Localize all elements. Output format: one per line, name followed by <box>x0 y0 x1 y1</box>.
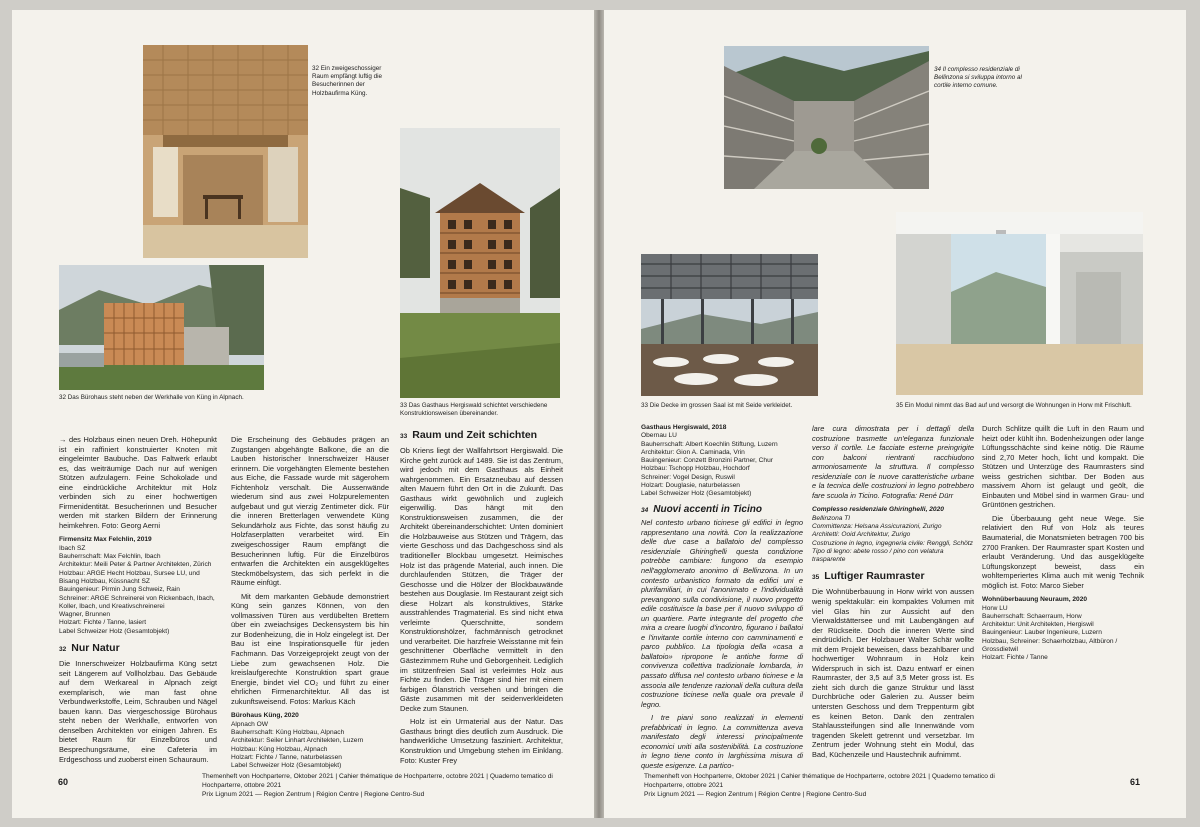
section-heading-33: 33 Raum und Zeit schichten <box>400 429 538 441</box>
facts-line: Schreiner: Vogel Design, Ruswil <box>641 473 735 481</box>
facts-line: Schreiner: ARGE Schreinerei von Rickenbach, Ibach, Koller, Ibach, und Kreativschreinerei <box>59 594 215 610</box>
body-paragraph: Die Erscheinung des Gebäudes prägen an Zugstangen abgehängte Balkone, die an die Lauben historischer Innerschweizer Häuser erinnern. Die vorgehängten Elemente bestehen aus Eiche, die Fassade wurde mit sägerohem Fichtenholz verschalt. Die Aussenwände wiederum sind aus zwei Holzpurelementen aufgebaut und gut vierzig Zentimeter dick. Für die inneren Bretterlagen verwendete Küng Sekundärholz aus Fichte, das sonst häufig zu Holzfaserplatten verarbeitet wird. Ein zweigeschossiger Raum empfängt die Besucherinnen luftig. Für die Einzelbüros entwarfen die Architekten ein ausgeklügeltes Steckmöbelsystem, das sich perfekt in die Räume einfügt. <box>231 435 389 588</box>
project-facts-kueng <box>231 712 389 770</box>
project-facts-hergiswald <box>641 424 803 499</box>
facts-line: Alpnach OW <box>231 720 269 728</box>
facts-line: Holzbau: Tschopp Holzbau, Hochdorf <box>641 465 750 473</box>
facts-line: Holzart: Fichte / Tanne, naturbelassen <box>231 753 342 761</box>
body-paragraph: Durch Schlitze quillt die Luft in den Raum und heizt oder kühlt ihn. Bodenheizungen oder lange Lüftungsschächte sind keine nötig. Die Räume sind 2,70 Meter hoch, licht und kompakt. Die Stützen und Unterzüge des Raumrasters sind weiss gestrichen sichtbar. Der Boden aus massivem Ahorn ist gelaugt und geölt, die Einbauten und Möbel sind in warmen Grau- und Grüntönen gestrichen. <box>982 424 1144 510</box>
caption-32-exterior: 32 Das Bürohaus steht neben der Werkhalle von Küng in Alpnach. <box>59 394 244 401</box>
section-heading-32: 32 Nur Natur <box>59 642 120 655</box>
facts-line: Holzart: Douglasie, naturbelassen <box>641 482 740 490</box>
facts-line: Holzbau, Schreiner: Schaerholzbau, Altbüron / Grossdietwil <box>982 637 1118 654</box>
photo-gasthaus-saal <box>641 254 818 396</box>
facts-line: Wagner, Brunnen <box>59 611 111 619</box>
right-column-1 <box>641 424 803 774</box>
left-column-1 <box>59 435 217 768</box>
facts-line: Bauherrschaft: Albert Koechlin Stiftung, Luzern <box>641 440 778 448</box>
right-column-3 <box>982 424 1144 669</box>
facts-line: Horw LU <box>982 604 1008 612</box>
facts-title: Firmensitz Max Felchlin, 2019 <box>59 536 152 544</box>
photo-gasthaus-hergiswald <box>400 128 560 398</box>
body-paragraph: Die Wohnüberbauung in Horw wirkt von aussen wenig spektakulär: ein kompaktes Volumen mit viel Glas hin zur Aussicht auf den Vierwaldstättersee und mit Laubengängen auf der Rückseite. Doch die inneren Werte sind eindrücklich. Der Holzbauer Walter Schär wollte mit dem Projekt beweisen, dass bezahlbarer und hochwertiger Wohnraum in Holz kein Widerspruch in sich ist. Dazu entwarf er einen Raumraster, der 3,5 auf 3,5 Meter gross ist. Es zieht sich durch die ganze Struktur und lässt Durchbrüche oder Galerien zu. Ausser beim untersten Geschoss und dem Treppenturm gibt es keinen Beton. Dank den zentralen Stahlaussteifungen sind alle Innenwände vom tragenden Skelett getrennt und versetzbar. Im Zentrum jeder Wohnung steht ein Modul, das Bad, Küchenzeile und Haustechnik aufnimmt. <box>812 587 974 759</box>
right-column-2 <box>812 424 974 763</box>
footer-line: Prix Lignum 2021 — Region Zentrum | Région Centre | Regione Centro-Sud <box>202 791 425 798</box>
body-paragraph: Ob Kriens liegt der Wallfahrtsort Hergiswald. Die Kirche geht zurück auf 1489. Sie ist das Zentrum, wird jedoch mit dem Gasthaus als Einheit wahrgenommen. Ein Ersatzneubau auf dessen alten Mauern führt den Ort in die Zukunft. Das Gasthaus wirkt gewöhnlich und zugleich eigenwillig. Das hängt mit den Konstruktionsweisen zusammen, die der Architekt übereinanderschichtet: Unten dominiert die Holzbauweise aus Stützen und Trägern, das vierte Geschoss und das Dachgeschoss sind als traditioneller Blockbau umgesetzt. Heimisches Holz ist das prägende Material, auch innen. Die durchlaufenden Stützen, die Träger der Geschosse und die Hölzer der Blockbauwände bestehen aus Douglasie. Im Restaurant zeigt sich diese Holzart als konstruktives, Stärke ausstrahlendes Tragmaterial. Es sind nicht etwa verleimte Querschnitte, sondern Konstruktionshölzer, fachmännisch getrocknet und verarbeitet. Die harzfreie Weisstanne mit fein geschnittener Oberfläche vermittelt in den Gästezimmern Ruhe und Geborgenheit. Lediglich im stützenfreien Saal ist verleimtes Holz aus Fichte zu finden. Die Träger sind hier mit einem farbigen Ölanstrich versehen und bringen die Gäste zusammen mit der seidenverkleideten Decke zum Staunen. <box>400 446 563 713</box>
left-column-2 <box>231 435 389 776</box>
facts-line: Bellinzona TI <box>812 514 851 522</box>
page-number: 60 <box>58 777 69 787</box>
facts-line: Holzbau: ARGE Hecht Holzbau, Sursee LU, und Bisang Holzbau, Küssnacht SZ <box>59 569 200 585</box>
body-paragraph: lare cura dimostrata per i dettagli della costruzione trasmette un'eleganza funzionale verso il cortile. Le facciate esterne preingrigite con balconi rientranti racchiudono armoniosamente la struttura. Il complesso residenziale con le nuove caratteristiche urbane e la tecnica delle costruzioni in legno potrebbero fare scuola in Ticino. Fotografia: René Dürr <box>812 424 974 500</box>
facts-title: Complesso residenziale Ghiringhelli, 2020 <box>812 506 944 514</box>
right-page <box>604 10 1186 818</box>
spine-gutter <box>594 10 604 818</box>
facts-line: Bauherrschaft: Max Felchlin, Ibach <box>59 553 161 561</box>
footer-line: Themenheft von Hochparterre, Oktober 2021 | Cahier thématique de Hochparterre, octobre 2021 | Quaderno tematico di Hochparterre, ottobre 2021 <box>202 773 553 789</box>
left-column-3 <box>400 429 563 769</box>
facts-line: Committenza: Helsana Assicurazioni, Zurigo <box>812 522 942 530</box>
caption-33-gasthaus: 33 Das Gasthaus Hergiswald schichtet verschiedene Konstruktionsweisen übereinander. <box>400 402 548 418</box>
facts-line: Architetti: Ooid Architektur, Zurigo <box>812 531 911 539</box>
body-paragraph: Die Innerschweizer Holzbaufirma Küng setzt seit Längerem auf Vollholzbau. Das Gebäude auf dem Werkareal in Alpnach zeigt exemplarisch, wie man fast ohne Verbundwerkstoffe, Leim, Schrauben und Nägel bauen kann. Das viergeschossige Bürohaus steht neben der Werkhalle, entworfen von denselben Architekten vor einigen Jahren. Es bietet Raum für Einzelbüros und Besprechungsräume, eine Cafeteria im Erdgeschoss und zuoberst einen Schauraum. <box>59 659 217 764</box>
photo-kueng-office-exterior <box>59 265 264 390</box>
project-facts-ghiringhelli <box>812 506 974 564</box>
facts-line: Costruzione in legno, ingegneria civile: Renggli, Schötz <box>812 539 973 547</box>
facts-line: Holzart: Fichte / Tanne <box>982 654 1048 662</box>
body-paragraph: Holz ist ein Urmaterial aus der Natur. Das Gasthaus bringt dies deutlich zum Ausdruck. Die handwerkliche Umsetzung fasziniert. Architektur, Konstruktion und Umgebung stehen im Einklang. Foto: Kuster Frey <box>400 717 563 765</box>
body-paragraph: Die Überbauung geht neue Wege. Sie relativiert den Ruf von Holz als teures Baumaterial, die Monatsmieten betragen 700 bis 2700 Franken. Der Raumraster spart Kosten und erlaubt Veränderung. Und das ausgeklügelte Lüftungskonzept beweist, dass ein wohltemperiertes Klima auch mit wenig Technik möglich ist. Foto: Marco Sieber <box>982 513 1144 590</box>
project-facts-neuraum <box>982 596 1144 662</box>
facts-line: Label Schweizer Holz (Gesamtobjekt) <box>231 762 342 770</box>
facts-line: Architektur: Meili Peter & Partner Architekten, Zürich <box>59 561 212 569</box>
facts-line: Holzart: Fichte / Tanne, lasiert <box>59 619 147 627</box>
facts-line: Tipo di legno: abete rosso / pino con velatura trasparente <box>812 547 944 564</box>
facts-line: Architektur: Seiler Linhart Architekten, Luzern <box>231 737 364 745</box>
body-paragraph: Nel contesto urbano ticinese gli edifici in legno rappresentano una novità. Con la realizzazione delle due case a ballatoio del complesso residenziale Ghiringhelli questa condizione potrebbe cambiare: fungono da esempio nell'agglomerato anonimo di Bellinzona. In un contesto urbanistico formato da edifici uni e plurifamiliari, in cui l'anonimato e l'individualità prevangono sulla condivisione, il nuovo progetto edile costituisce la base per il nuovo sviluppo di un quartiere. Parte integrante del progetto che mira a creare luoghi d'incontro, figurano i ballatoi e l'invitante cortile interno con camminamenti e parco pubblico. La tipologia della «casa a ballatoio» ripropone le antiche forme di convivenza collettiva tradizionale lombarda, in passato diffusa nel contesto urbano ticinese e la associa alle tendenze razionali della cultura della costruzione ticinese nella quale ora prevale il legno. <box>641 518 803 709</box>
facts-line: Holzbau: Küng Holzbau, Alpnach <box>231 745 328 753</box>
facts-line: Obernau LU <box>641 432 677 440</box>
facts-line: Bauherrschaft: Küng Holzbau, Alpnach <box>231 728 345 736</box>
photo-bellinzona-courtyard <box>724 46 929 189</box>
page-footer <box>644 772 1024 799</box>
page-number: 61 <box>1130 777 1141 787</box>
photo-horw-interior <box>896 212 1143 395</box>
project-facts-felchlin <box>59 536 217 636</box>
facts-line: Label Schweizer Holz (Gesamtobjekt) <box>641 490 752 498</box>
left-page <box>12 10 594 818</box>
section-heading-34: 34 Nuovi accenti in Ticino <box>641 503 762 515</box>
body-paragraph: Mit dem markanten Gebäude demonstriert Küng sein ganzes Können, von den vollmassiven Türen aus verdübelten Brettern über ein zweiachsiges Deckensystem bis hin zur Bodenheizung, die in Holz eingelegt ist. Der Bau ist eine Inspirationsquelle für jeden Fachmann. Das Vorzeigeprojekt zeugt von der Liebe zum gewachsenen Holz. Die kreislaufgerechte Konstruktion spart graue Energie, bindet viel CO₂ und führt zu einer ehrlichen Firmenarchitektur. All das ist zukunftsweisend. Fotos: Markus Käch <box>231 591 389 706</box>
caption-35-horw: 35 Ein Modul nimmt das Bad auf und versorgt die Wohnungen in Horw mit Frischluft. <box>896 402 1132 409</box>
facts-line: Bauingenieur: Lauber Ingenieure, Luzern <box>982 629 1102 637</box>
footer-line: Themenheft von Hochparterre, Oktober 2021 | Cahier thématique de Hochparterre, octobre 2021 | Quaderno tematico di Hochparterre, ottobre 2021 <box>644 773 995 789</box>
facts-line: Bauherrschaft: Schaerraum, Horw <box>982 612 1082 620</box>
facts-title: Bürohaus Küng, 2020 <box>231 712 299 720</box>
caption-32-interior: 32 Ein zweigeschossiger Raum empfängt luftig die Besucherinnen der Holzbaufirma Küng. <box>312 65 383 97</box>
facts-line: Architektur: Unit Architekten, Hergiswil <box>982 621 1094 629</box>
facts-line: Label Schweizer Holz (Gesamtobjekt) <box>59 627 170 635</box>
body-paragraph: I tre piani sono realizzati in elementi prefabbricati in legno. La committenza aveva manifestato degli interessi principalmente economici uniti alla sostenibilità. La costruzione in legno tiene conto in larghissima misura di queste esigenze. La partico- <box>641 713 803 770</box>
facts-title: Gasthaus Hergiswald, 2018 <box>641 424 727 431</box>
footer-line: Prix Lignum 2021 — Region Zentrum | Région Centre | Regione Centro-Sud <box>644 791 867 798</box>
facts-line: Ibach SZ <box>59 544 86 552</box>
facts-line: Bauingenieur: Pirmin Jung Schweiz, Rain <box>59 586 180 594</box>
caption-34-bellinzona: 34 Il complesso residenziale di Bellinzona si sviluppa intorno al cortile interno comune. <box>934 66 1022 90</box>
caption-33-saal: 33 Die Decke im grossen Saal ist mit Seide verkleidet. <box>641 402 793 409</box>
page-footer <box>202 772 582 799</box>
section-heading-35: 35 Luftiger Raumraster <box>812 570 925 583</box>
body-paragraph: → des Holzbaus einen neuen Dreh. Höhepunkt ist ein raffiniert konstruierter Knoten mit eingeleimter Baubuche. Das Faltwerk erlaubt es, das weiträumige Dach nur auf wenigen Stützen aufzulagern. Feine Schokolade und eine eindrückliche Architektur mit Holz verbinden sich zu einer hochwertigen Firmenidentität. Besucherinnen und Besucher werden mit starken Bildern der Erinnerung heimkehren. Foto: Georg Aerni <box>59 435 217 530</box>
photo-kueng-interior <box>143 45 308 258</box>
facts-line: Bauingenieur: Conzett Bronzini Partner, Chur <box>641 457 773 465</box>
facts-line: Architektur: Gion A. Caminada, Vrin <box>641 448 745 456</box>
facts-title: Wohnüberbauung Neuraum, 2020 <box>982 596 1088 604</box>
